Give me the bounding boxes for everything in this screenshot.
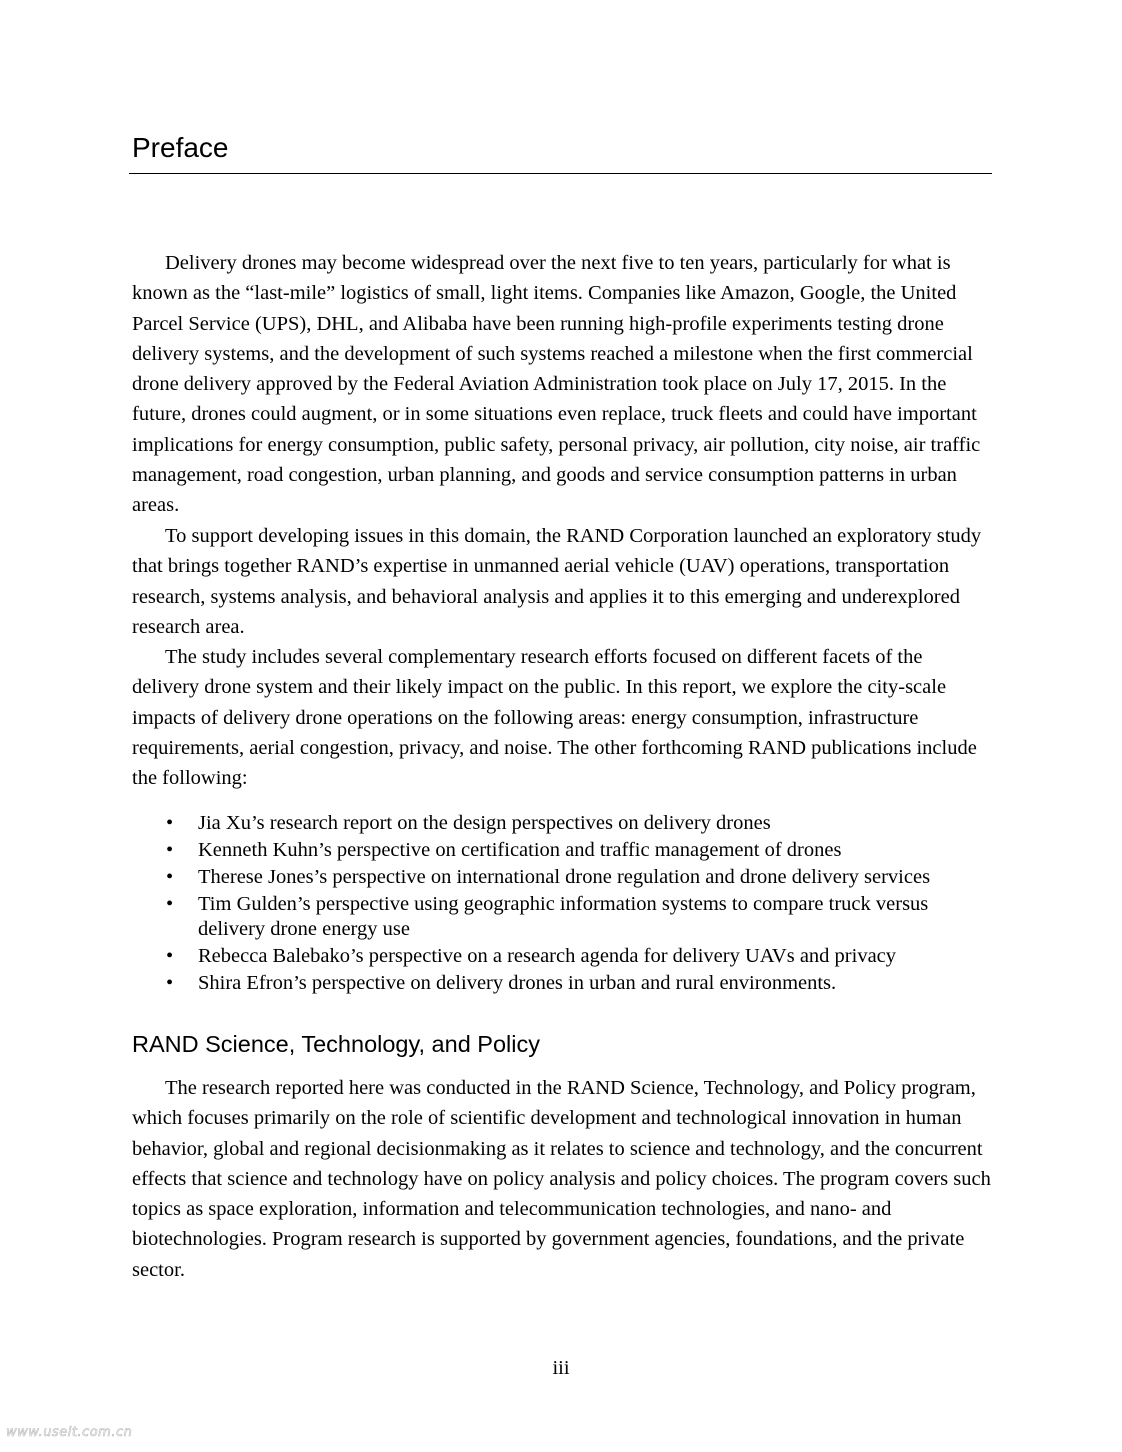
paragraph-intro <box>132 248 992 521</box>
bullet-icon: • <box>166 945 174 967</box>
paragraph-text: The study includes several complementary research efforts focused on different facets of the delivery drone system and their likely impact on the public. In this report, we explore the city-scale impacts of delivery drone operations on the following areas: energy consumption, infrastructure requirements, aerial congestion, privacy, and noise. The other forthcoming RAND publications include the following: <box>132 646 977 790</box>
list-item <box>166 892 996 942</box>
list-item <box>166 944 996 969</box>
bullet-icon: • <box>166 866 174 888</box>
paragraph-text: Delivery drones may become widespread over the next five to ten years, particularly for what is known as the “last-mile” logistics of small, light items. Companies like Amazon, Google, the United Parcel Service (UPS), DHL, and Alibaba have been running high-profile experiments testing drone delivery systems, and the development of such systems reached a milestone when the first commercial drone delivery approved by the Federal Aviation Administration took place on July 17, 2015. In the future, drones could augment, or in some situations even replace, truck fleets and could have important implications for energy consumption, public safety, personal privacy, air pollution, city noise, air traffic management, road congestion, urban planning, and goods and service consumption patterns in urban areas. <box>132 252 981 517</box>
list-item <box>166 811 996 836</box>
list-item <box>166 971 996 996</box>
bullet-icon: • <box>166 839 174 861</box>
list-item-text: Rebecca Balebako’s perspective on a research agenda for delivery UAVs and privacy <box>198 945 897 967</box>
title-divider <box>129 173 992 174</box>
list-item <box>166 865 996 890</box>
paragraph-text: To support developing issues in this domain, the RAND Corporation launched an exploratory study that brings together RAND’s expertise in unmanned aerial vehicle (UAV) operations, transportation research, systems analysis, and behavioral analysis and applies it to this emerging and underexplored research area. <box>132 525 982 638</box>
list-item-text: Jia Xu’s research report on the design perspectives on delivery drones <box>198 812 771 834</box>
paragraph-program <box>132 1073 992 1285</box>
publications-list <box>166 811 996 998</box>
watermark: www.useit.com.cn <box>6 1425 133 1440</box>
bullet-icon: • <box>166 893 174 915</box>
paragraph-rand-study <box>132 521 992 642</box>
list-item <box>166 838 996 863</box>
paragraph-text: The research reported here was conducted in the RAND Science, Technology, and Policy program, which focuses primarily on the role of scientific development and technological innovation in human behavior, global and regional decisionmaking as it relates to science and technology, and the concurrent effects that science and technology have on policy analysis and policy choices. The program covers such topics as space exploration, information and telecommunication technologies, and nano- and biotechnologies. Program research is supported by government agencies, foundations, and the private sector. <box>132 1077 991 1281</box>
paragraph-study-scope <box>132 642 992 793</box>
page-number: iii <box>552 1357 570 1379</box>
section-heading: RAND Science, Technology, and Policy <box>132 1031 540 1057</box>
bullet-icon: • <box>166 812 174 834</box>
list-item-text: Shira Efron’s perspective on delivery drones in urban and rural environments. <box>198 972 837 994</box>
bullet-icon: • <box>166 972 174 994</box>
list-item-text: Therese Jones’s perspective on international drone regulation and drone delivery services <box>198 866 931 888</box>
list-item-text: Kenneth Kuhn’s perspective on certification and traffic management of drones <box>198 839 842 861</box>
page-title: Preface <box>132 132 229 163</box>
list-item-text: Tim Gulden’s perspective using geographic information systems to compare truck versus delivery drone energy use <box>198 893 929 940</box>
